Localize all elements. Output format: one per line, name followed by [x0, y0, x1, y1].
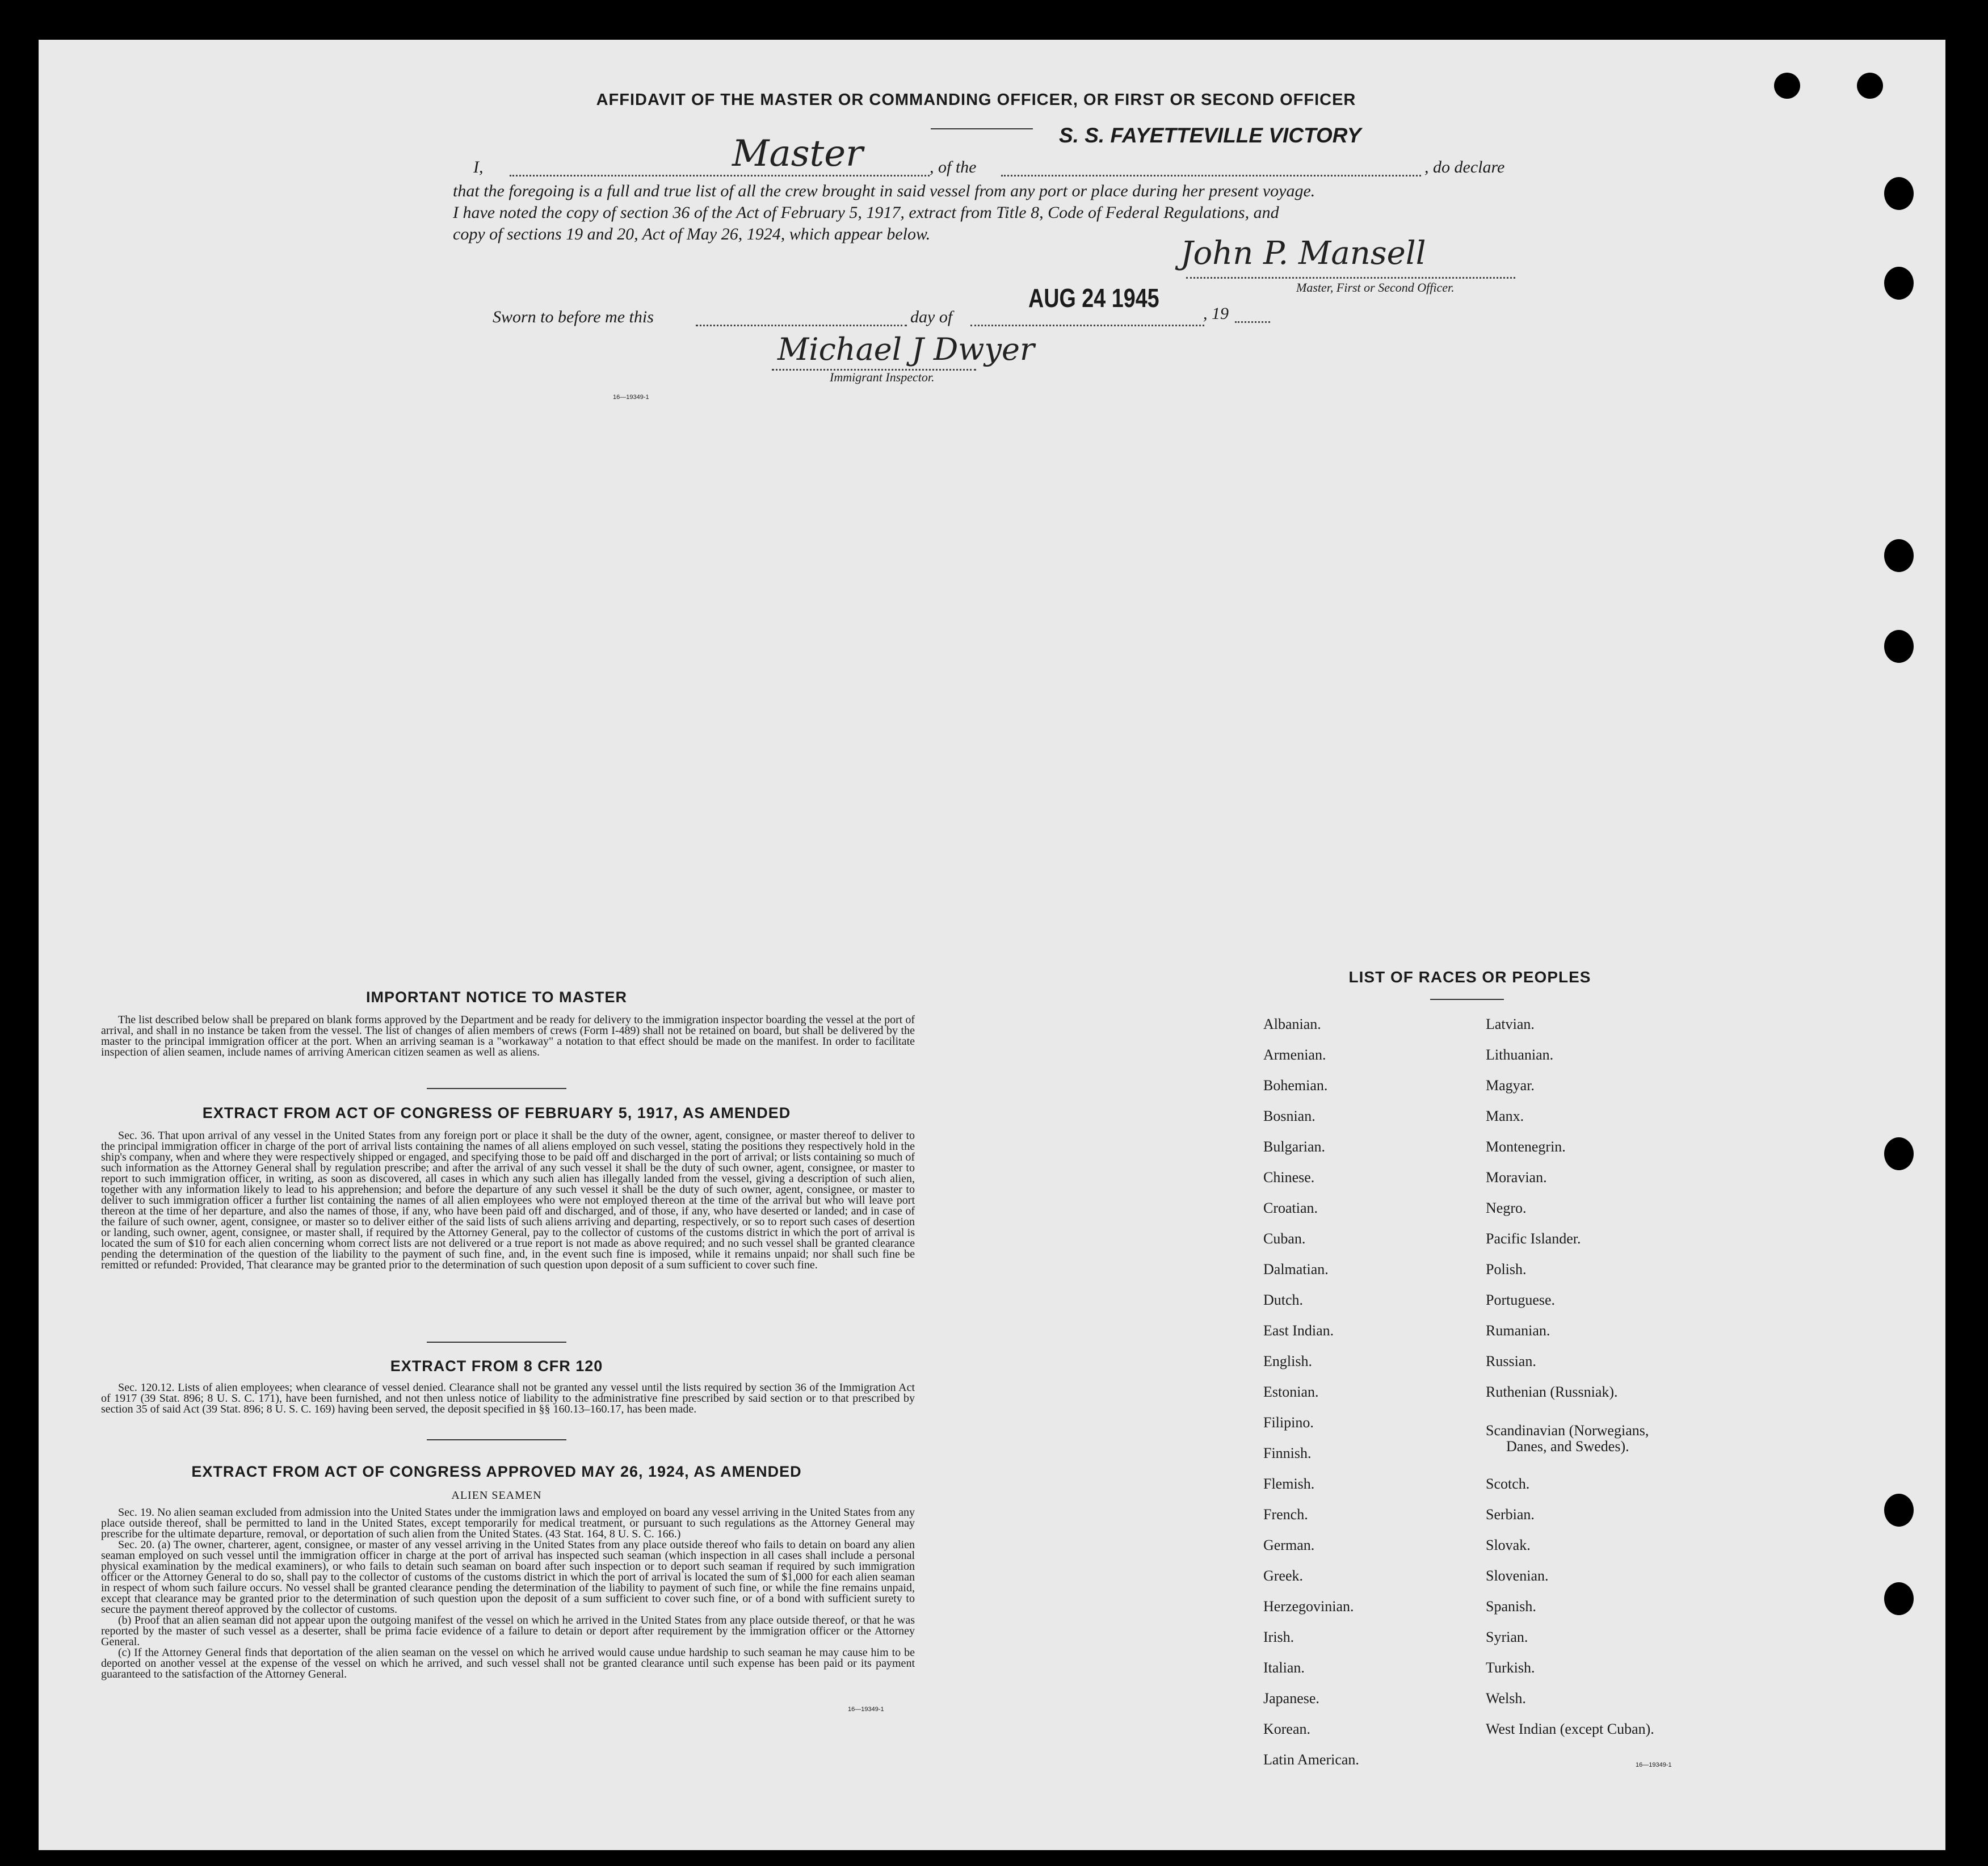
notice-text [101, 1015, 915, 1058]
extract-1924-title: EXTRACT FROM ACT OF CONGRESS APPROVED MAY 26, 1924, AS AMENDED [191, 1463, 802, 1480]
race-item: Finnish. [1263, 1445, 1312, 1461]
extract-1917-title: EXTRACT FROM ACT OF CONGRESS OF FEBRUARY 5, 1917, AS AMENDED [202, 1104, 791, 1121]
race-item: German. [1263, 1537, 1315, 1553]
race-item: Slovak. [1486, 1537, 1531, 1553]
extract-1924-text [101, 1507, 915, 1680]
race-item: Moravian. [1486, 1169, 1547, 1186]
binder-hole [1884, 1582, 1914, 1615]
affidavit-title: AFFIDAVIT OF THE MASTER OR COMMANDING OFFICER, OR FIRST OR SECOND OFFICER [596, 91, 1356, 109]
race-item: Scandinavian (Norwegians, [1486, 1422, 1649, 1439]
race-item: Negro. [1486, 1200, 1527, 1216]
race-item: Ruthenian (Russniak). [1486, 1384, 1618, 1400]
divider [427, 1439, 566, 1440]
binder-hole [1884, 630, 1914, 663]
extract-cfr-text [101, 1382, 915, 1415]
race-item: Scotch. [1486, 1476, 1530, 1492]
alien-seamen-subtitle: ALIEN SEAMEN [451, 1489, 542, 1502]
race-item: Manx. [1486, 1108, 1524, 1124]
inspector-signature: Michael J Dwyer [777, 331, 1035, 367]
extract-cfr-title: EXTRACT FROM 8 CFR 120 [390, 1358, 603, 1375]
vessel-blank [1001, 175, 1421, 176]
race-item: Irish. [1263, 1629, 1294, 1645]
of-the-label: , of the [930, 158, 977, 176]
race-item: Russian. [1486, 1353, 1536, 1369]
race-item: Dutch. [1263, 1292, 1304, 1308]
race-item: Chinese. [1263, 1169, 1315, 1186]
master-signature: John P. Mansell [1180, 235, 1426, 272]
race-item: Filipino. [1263, 1414, 1314, 1431]
race-item: Spanish. [1486, 1598, 1536, 1615]
extract-1917-text [101, 1130, 915, 1271]
race-item: Herzegovinian. [1263, 1598, 1354, 1615]
race-item: Pacific Islander. [1486, 1230, 1581, 1247]
affidavit-form-number: 16—19349-1 [613, 394, 649, 401]
race-item: Bohemian. [1263, 1077, 1328, 1094]
vessel-rule [931, 128, 1033, 129]
race-item: Greek. [1263, 1567, 1304, 1584]
races-title-rule [1430, 999, 1504, 1000]
vessel-name: S. S. FAYETTEVILLE VICTORY [1059, 124, 1361, 147]
race-item: Welsh. [1486, 1690, 1526, 1707]
race-item: East Indian. [1263, 1322, 1334, 1339]
sworn-month-blank [970, 325, 1204, 326]
binder-hole [1884, 539, 1914, 572]
race-item: Bosnian. [1263, 1108, 1315, 1124]
race-item: Armenian. [1263, 1047, 1326, 1063]
race-item: French. [1263, 1506, 1308, 1523]
day-of-label: day of [910, 308, 953, 326]
inspector-caption: Immigrant Inspector. [830, 370, 935, 384]
notice-title: IMPORTANT NOTICE TO MASTER [366, 989, 627, 1006]
date-stamp: AUG 24 1945 [1028, 283, 1159, 313]
section-19-paragraph: Sec. 19. No alien seaman excluded from admission into the United States under the immigration laws and employed on board any vessel arriving in the United States from any place outside thereof, shall be permitted to land in the United States, except temporarily for medical treatment, or pursuant to such regulations as the Attorney General may prescribe for the ultimate departure, removal, or deportation of such alien from the United States. (43 Stat. 164, 8 U. S. C. 166.) [101, 1506, 915, 1540]
rank-handwritten: Master [732, 133, 863, 175]
race-item: Serbian. [1486, 1506, 1535, 1523]
binder-hole [1884, 177, 1914, 210]
race-item: English. [1263, 1353, 1312, 1369]
section-20b-paragraph: (b) Proof that an alien seaman did not appear upon the outgoing manifest of the vessel on which he arrived in the United States from any place outside thereof, or that he was reported by the master of such vessel as a deserter, shall be prima facie evidence of a failure to detain or deport after requirement by the immigration officer or the Attorney General. [101, 1614, 915, 1648]
race-item: Syrian. [1486, 1629, 1528, 1645]
races-title: LIST OF RACES OR PEOPLES [1348, 968, 1591, 986]
sworn-label: Sworn to before me this [493, 308, 654, 326]
races-form-number: 16—19349-1 [1636, 1762, 1672, 1768]
race-item: Portuguese. [1486, 1292, 1556, 1308]
binder-hole [1857, 73, 1883, 99]
declaration-line-1: that the foregoing is a full and true list of all the crew brought in said vessel from any port or place during her present voyage. [453, 182, 1315, 200]
year-blank [1235, 321, 1270, 323]
race-item: Croatian. [1263, 1200, 1318, 1216]
divider [427, 1088, 566, 1089]
binder-hole [1884, 267, 1914, 300]
signature-caption: Master, First or Second Officer. [1296, 280, 1455, 295]
race-item: Latvian. [1486, 1016, 1535, 1032]
section-20a-paragraph: Sec. 20. (a) The owner, charterer, agent, consignee, or master of any vessel arriving in the United States from any place outside thereof who fails to detain on board any alien seaman employed on such vessel until the immigration officer in charge at the port of arrival has inspected such seaman (which inspection in all cases shall include a personal physical examination by the medical examiners), or who fails to detain such seaman on board after such inspection or to deport such seaman if required by such immigration officer or the Attorney General to do so, shall pay to the collector of customs of the customs district in which the port of arrival is located the sum of $1,000 for each alien seaman in respect of whom such failure occurs. No vessel shall be granted clearance pending the determination of the liability to payment of such fine, or while the fine remains unpaid, except that clearance may be granted prior to the determination of such question upon the deposit of a sum sufficient to cover such fine, or of a bond with sufficient surety to secure the payment thereof approved by the collector of customs. [101, 1539, 915, 1616]
declarant-label: I, [473, 158, 484, 176]
race-item: Turkish. [1486, 1659, 1535, 1676]
race-item: West Indian (except Cuban). [1486, 1721, 1654, 1737]
signature-line [1186, 277, 1515, 279]
race-item: Italian. [1263, 1659, 1305, 1676]
race-item: Flemish. [1263, 1476, 1315, 1492]
race-item: Bulgarian. [1263, 1138, 1326, 1155]
race-item: Polish. [1486, 1261, 1527, 1277]
declaration-line-3: copy of sections 19 and 20, Act of May 26, 1924, which appear below. [453, 225, 931, 243]
race-item: Slovenian. [1486, 1567, 1549, 1584]
race-item: Estonian. [1263, 1384, 1319, 1400]
section-36-paragraph: Sec. 36. That upon arrival of any vessel in the United States from any foreign port or place it shall be the duty of the owner, agent, consignee, or master thereof to deliver to the principal immigration officer in charge of the port of arrival lists containing the names of all aliens employed on such vessel, stating the positions they respectively hold in the ship's company, when and where they were respectively shipped or engaged, and specifying those to be paid off and discharged in the port of arrival; or lists containing so much of such information as the Attorney General shall by regulation prescribe; and after the arrival of any such vessel it shall be the duty of such owner, agent, consignee, or master to report to such immigration officer, in writing, as soon as discovered, all cases in which any such alien has illegally landed from the vessel, giving a description of such alien, together with any information likely to lead to his apprehension; and before the departure of any such vessel it shall be the duty of such owner, agent, consignee, or master to deliver to such immigration officer a further list containing the names of all alien employees who were not employed thereon at the time of the arrival but who will leave port thereon at the time of her departure, and also the names of those, if any, who have been paid off and discharged, and of those, if any, who have deserted or landed; and in case of the failure of such owner, agent, consignee, or master so to deliver either of the said lists of such aliens arriving and departing, respectively, or so to report such cases of desertion or landing, such owner, agent, consignee, or master shall, if required by the Attorney General, pay to the collector of customs of the customs district in which the port of arrival is located the sum of $10 for each alien concerning whom correct lists are not delivered or a true report is not made as above required; and no such vessel shall be granted clearance pending the determination of the question of the liability to the payment of such fine, and, in the event such fine is imposed, while it remains unpaid; nor shall such fine be remitted or refunded: Provided, That clearance may be granted prior to the determination of such question upon deposit of a sum sufficient to cover such fine. [101, 1129, 915, 1271]
declaration-line-2: I have noted the copy of section 36 of the Act of February 5, 1917, extract from Title 8, Code of Federal Regulations, and [453, 203, 1279, 222]
binder-hole [1884, 1137, 1914, 1170]
race-item: Albanian. [1263, 1016, 1321, 1032]
race-item: Latin American. [1263, 1751, 1359, 1768]
race-item: Korean. [1263, 1721, 1311, 1737]
race-item: Japanese. [1263, 1690, 1319, 1707]
binder-hole [1884, 1494, 1914, 1527]
race-item: Danes, and Swedes). [1506, 1438, 1629, 1455]
sworn-day-blank [696, 325, 907, 326]
race-item: Rumanian. [1486, 1322, 1550, 1339]
year-label: , 19 [1203, 304, 1229, 323]
race-item: Lithuanian. [1486, 1047, 1554, 1063]
divider [427, 1342, 566, 1343]
section-20c-paragraph: (c) If the Attorney General finds that deportation of the alien seaman on the vessel on which he arrived would cause undue hardship to such seaman he may cause him to be deported on another vessel at the expense of the vessel on which he arrived, and such vessel shall not be granted clearance until such expense has been paid or its payment guaranteed to the satisfaction of the Attorney General. [101, 1646, 915, 1680]
do-declare-label: , do declare [1424, 158, 1505, 176]
race-item: Magyar. [1486, 1077, 1535, 1094]
binder-hole [1774, 73, 1800, 99]
race-item: Cuban. [1263, 1230, 1306, 1247]
notice-paragraph: The list described below shall be prepared on blank forms approved by the Department and be ready for delivery to the immigration inspector boarding the vessel at the port of arrival, and shall in no instance be taken from the vessel. The list of changes of alien members of crews (Form I-489) shall not be retained on board, but shall be delivered by the master to the principal immigration officer at the port. When an arriving seaman is a "workaway" a notation to that effect should be made on the manifest. In order to facilitate inspection of alien seamen, include names of arriving American citizen seamen as well as aliens. [101, 1014, 915, 1058]
rank-blank [510, 175, 930, 176]
race-item: Dalmatian. [1263, 1261, 1329, 1277]
race-item: Montenegrin. [1486, 1138, 1566, 1155]
section-120-12-paragraph: Sec. 120.12. Lists of alien employees; when clearance of vessel denied. Clearance shall not be granted any vessel until the lists required by section 36 of the Immigration Act of 1917 (39 Stat. 896; 8 U. S. C. 171), have been furnished, and not then unless notice of liability to the administrative fine prescribed by said section or to that prescribed by section 35 of said Act (39 Stat. 896; 8 U. S. C. 169) having been served, the deposit specified in §§ 160.13–160.17, has been made. [101, 1381, 915, 1415]
extract-form-number: 16—19349-1 [848, 1706, 884, 1713]
